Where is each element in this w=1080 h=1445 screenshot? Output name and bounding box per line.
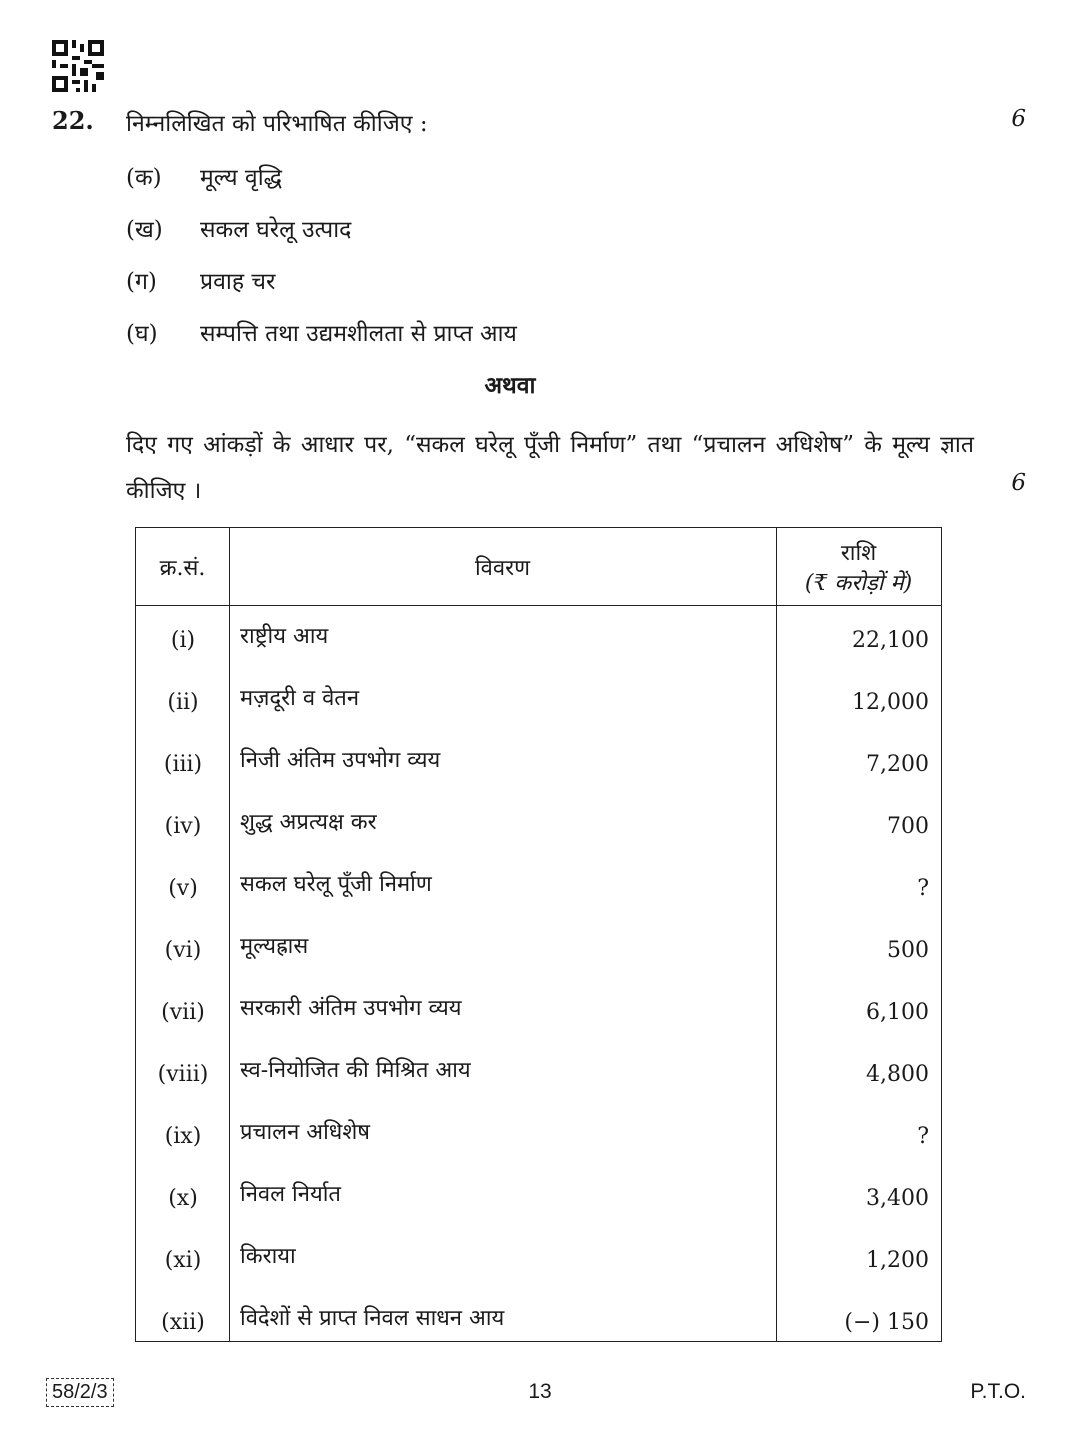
row-description: मूल्यह्रास [240,934,309,959]
row-serial: (x) [168,1186,198,1211]
row-amount: ? [917,876,929,901]
row-description: निजी अंतिम उपभोग व्यय [240,748,441,773]
table-row [136,674,941,736]
row-amount: 1,200 [866,1248,929,1273]
row-amount: (−) 150 [844,1310,929,1335]
row-description: शुद्ध अप्रत्यक्ष कर [240,810,377,835]
question-number: 22. [52,106,94,135]
table-row [136,1046,941,1108]
table-header-amount-unit: (₹ करोड़ों में) [804,570,913,596]
row-serial: (vii) [161,1000,205,1025]
table-row [136,736,941,798]
table-row [136,984,941,1046]
row-description: प्रचालन अधिशेष [240,1120,371,1145]
row-amount: 6,100 [866,1000,929,1025]
row-description: निवल निर्यात [240,1182,341,1207]
list-item-label: (ग) [126,269,157,295]
list-item-label: (घ) [126,321,158,347]
list-item [126,212,351,244]
row-amount: 700 [887,814,929,839]
question-text: निम्नलिखित को परिभाषित कीजिए : [126,111,428,137]
list-item [126,160,282,192]
row-description: किराया [240,1244,296,1269]
row-serial: (v) [168,876,198,901]
row-serial: (viii) [157,1062,209,1087]
qr-code-icon [52,40,104,92]
table-row [136,612,941,674]
table-header-desc: विवरण [474,555,531,581]
list-item-text: सकल घरेलू उत्पाद [200,217,352,243]
table-header-amount-cell [776,528,941,605]
row-serial: (ix) [164,1124,202,1149]
row-amount: 22,100 [852,628,929,653]
page-number: 13 [528,1380,552,1403]
row-amount: 12,000 [852,690,929,715]
row-description: स्व-नियोजित की मिश्रित आय [240,1058,471,1083]
table-row [136,1232,941,1294]
row-amount: 3,400 [866,1186,929,1211]
row-description: सकल घरेलू पूँजी निर्माण [240,872,432,897]
list-item-text: प्रवाह चर [200,269,276,295]
row-amount: 7,200 [866,752,929,777]
row-serial: (xii) [161,1310,205,1335]
table-row [136,1170,941,1232]
alternate-question-text: दिए गए आंकड़ों के आधार पर, “सकल घरेलू पूँजी निर्माण” तथा “प्रचालन अधिशेष” के मूल्य ज्ञात कीजिए । [126,432,974,504]
alternate-question-marks: 6 [1011,470,1026,496]
row-serial: (vi) [164,938,202,963]
table-row [136,1294,941,1356]
table-row [136,798,941,860]
row-description: मज़दूरी व वेतन [240,686,360,711]
row-serial: (i) [170,628,196,653]
row-amount: 4,800 [866,1062,929,1087]
table-row [136,860,941,922]
data-table [135,527,942,1342]
row-description: विदेशों से प्राप्त निवल साधन आय [240,1306,505,1331]
row-amount: 500 [887,938,929,963]
list-item [126,264,275,296]
row-serial: (iv) [164,814,202,839]
list-item [126,316,517,348]
table-header-amount: राशि [840,540,877,566]
row-serial: (xi) [164,1248,202,1273]
row-description: सरकारी अंतिम उपभोग व्यय [240,996,462,1021]
row-serial: (ii) [167,690,199,715]
or-heading: अथवा [484,372,536,399]
paper-code: 58/2/3 [46,1378,114,1407]
list-item-label: (ख) [126,217,163,243]
table-row [136,1108,941,1170]
table-header-sno: क्र.सं. [159,555,206,581]
list-item-text: मूल्य वृद्धि [200,165,283,191]
question-marks: 6 [1011,106,1026,132]
table-row [136,922,941,984]
list-item-label: (क) [126,165,162,191]
pto-label: P.T.O. [970,1380,1026,1403]
list-item-text: सम्पत्ति तथा उद्यमशीलता से प्राप्त आय [200,321,517,347]
row-description: राष्ट्रीय आय [240,624,329,649]
row-serial: (iii) [163,752,203,777]
row-amount: ? [917,1124,929,1149]
